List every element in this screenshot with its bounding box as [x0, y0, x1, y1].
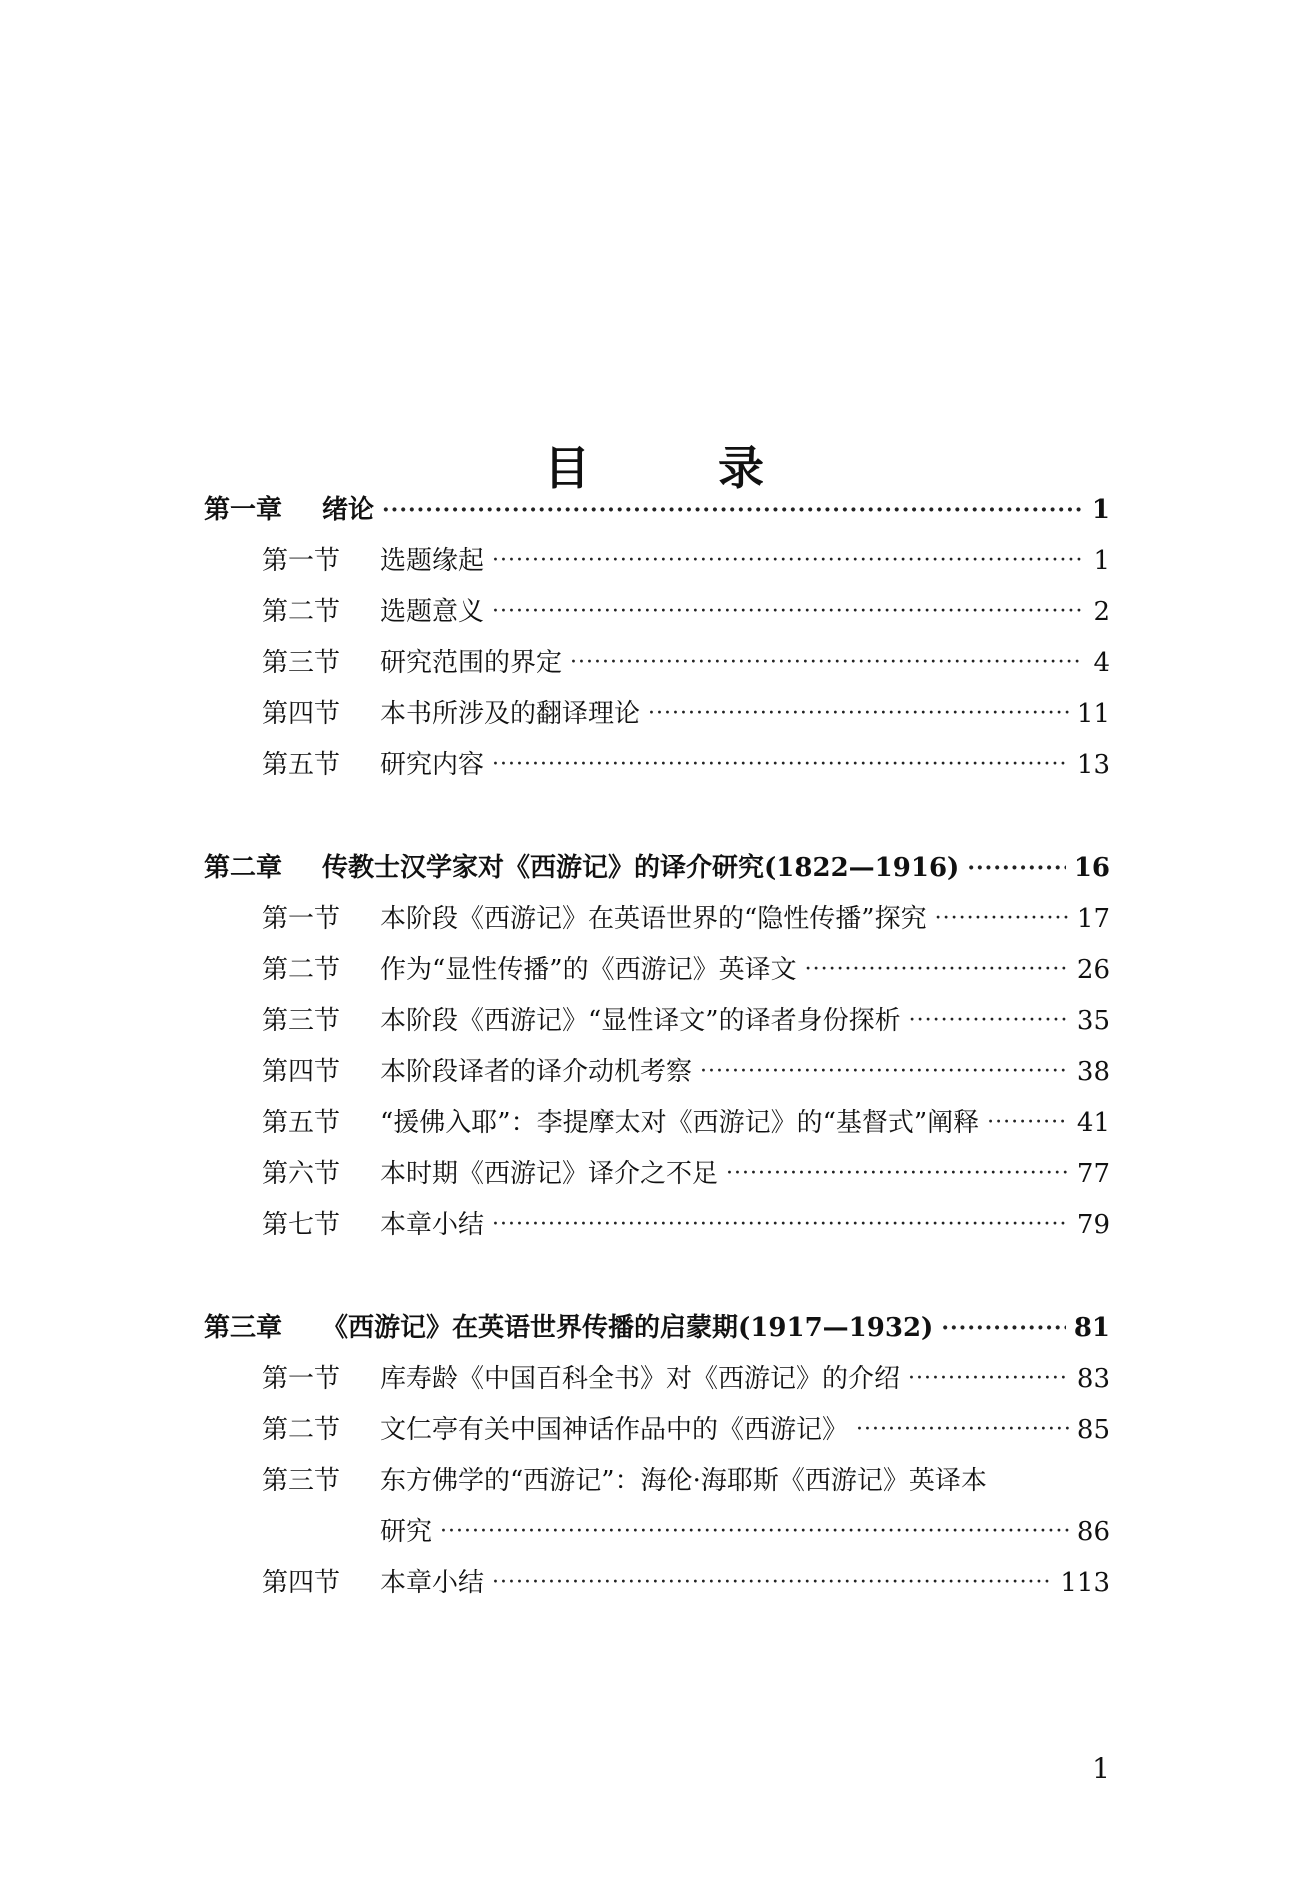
leader-dots: [909, 1001, 1069, 1041]
toc-section[interactable]: [0, 1359, 1308, 1399]
leader-dots: [648, 694, 1069, 734]
toc-chapter-2[interactable]: [0, 848, 1308, 888]
toc-section[interactable]: [0, 899, 1308, 939]
page-number: 1: [1092, 1752, 1110, 1785]
toc-number: 第二节: [262, 955, 341, 985]
toc-number: 第一章: [204, 495, 283, 525]
toc-text: 本时期《西游记》译介之不足: [380, 1159, 719, 1189]
toc-number: 第五节: [262, 1108, 341, 1138]
leader-dots: [492, 1563, 1052, 1603]
toc-page: 13: [1076, 750, 1110, 780]
leader-dots: [856, 1410, 1069, 1450]
toc-section[interactable]: [0, 541, 1308, 581]
leader-dots: [440, 1512, 1069, 1552]
toc-section-multiline[interactable]: [262, 1461, 987, 1501]
leader-dots: [935, 899, 1069, 939]
toc-number: 第三节: [262, 1466, 341, 1496]
toc-number: 第二节: [262, 597, 341, 627]
toc-text: 本书所涉及的翻译理论: [380, 699, 641, 729]
leader-dots: [941, 1308, 1065, 1348]
toc-section[interactable]: [0, 643, 1308, 683]
toc-text: 绪论: [322, 495, 375, 525]
toc-text: 本阶段《西游记》在英语世界的“隐性传播”探究: [380, 904, 927, 934]
toc-page: 83: [1076, 1364, 1110, 1394]
toc-page: 1: [1091, 495, 1110, 525]
toc-text: 本阶段《西游记》“显性译文”的译者身份探析: [380, 1006, 901, 1036]
toc-page: 4: [1093, 648, 1110, 678]
toc-number: 第一节: [262, 546, 341, 576]
toc-text: 选题缘起: [380, 546, 485, 576]
toc-number: 第一节: [262, 1364, 341, 1394]
leader-dots: [492, 745, 1069, 785]
toc-section[interactable]: [0, 1052, 1308, 1092]
toc-text: 本章小结: [380, 1568, 485, 1598]
toc-section[interactable]: [0, 1410, 1308, 1450]
toc-number: 第一节: [262, 904, 341, 934]
toc-section[interactable]: [0, 592, 1308, 632]
toc-page: 81: [1073, 1313, 1110, 1343]
toc-page: 79: [1076, 1210, 1110, 1240]
toc-number: 第二节: [262, 1415, 341, 1445]
toc-number: 第七节: [262, 1210, 341, 1240]
toc-number: 第四节: [262, 699, 341, 729]
toc-text: 作为“显性传播”的《西游记》英译文: [380, 955, 797, 985]
toc-page: 35: [1076, 1006, 1110, 1036]
toc-text: 《西游记》在英语世界传播的启蒙期(1917—1932): [322, 1313, 934, 1343]
leader-dots: [492, 592, 1082, 632]
toc-text-continued: 研究: [380, 1517, 433, 1547]
toc-number: 第二章: [204, 853, 283, 883]
toc-text: 东方佛学的“西游记”：海伦·海耶斯《西游记》英译本: [380, 1466, 987, 1496]
toc-text: 研究内容: [380, 750, 485, 780]
toc-page: 2: [1093, 597, 1110, 627]
title-char-1: 目: [544, 441, 590, 495]
leader-dots: [908, 1359, 1069, 1399]
toc-section-continuation[interactable]: [0, 1512, 1308, 1552]
toc-section[interactable]: [0, 745, 1308, 785]
title-char-2: 录: [718, 441, 764, 495]
toc-page: 17: [1076, 904, 1110, 934]
toc-text: 本阶段译者的译介动机考察: [380, 1057, 693, 1087]
leader-dots: [492, 1205, 1069, 1245]
toc-number: 第五节: [262, 750, 341, 780]
toc-page: 38: [1076, 1057, 1110, 1087]
toc-page: 26: [1076, 955, 1110, 985]
toc-chapter-3[interactable]: [0, 1308, 1308, 1348]
toc-text: 研究范围的界定: [380, 648, 563, 678]
toc-text: “援佛入耶”：李提摩太对《西游记》的“基督式”阐释: [380, 1108, 980, 1138]
toc-text: 选题意义: [380, 597, 485, 627]
toc-section[interactable]: [0, 950, 1308, 990]
toc-section[interactable]: [0, 1103, 1308, 1143]
leader-dots: [492, 541, 1082, 581]
leader-dots: [726, 1154, 1069, 1194]
toc-page: 11: [1076, 699, 1110, 729]
toc-page: 16: [1073, 853, 1110, 883]
toc-number: 第四节: [262, 1057, 341, 1087]
leader-dots: [987, 1103, 1069, 1143]
toc-number: 第三节: [262, 1006, 341, 1036]
toc-text: 文仁亭有关中国神话作品中的《西游记》: [380, 1415, 849, 1445]
toc-text: 本章小结: [380, 1210, 485, 1240]
toc-number: 第三章: [204, 1313, 283, 1343]
toc-page: 85: [1076, 1415, 1110, 1445]
leader-dots: [700, 1052, 1069, 1092]
page-title: [0, 432, 1308, 498]
toc-chapter-1[interactable]: [0, 490, 1308, 530]
leader-dots: [805, 950, 1069, 990]
toc-section[interactable]: [0, 1563, 1308, 1603]
toc-section[interactable]: [0, 694, 1308, 734]
toc-text: 库寿龄《中国百科全书》对《西游记》的介绍: [380, 1364, 901, 1394]
toc-section[interactable]: [0, 1154, 1308, 1194]
toc-page: 113: [1060, 1568, 1110, 1598]
toc-number: 第四节: [262, 1568, 341, 1598]
toc-text: 传教士汉学家对《西游记》的译介研究(1822—1916): [322, 853, 960, 883]
leader-dots: [570, 643, 1082, 683]
toc-section[interactable]: [0, 1205, 1308, 1245]
toc-page: 77: [1076, 1159, 1110, 1189]
toc-number: 第三节: [262, 648, 341, 678]
leader-dots: [967, 848, 1065, 888]
toc-number: 第六节: [262, 1159, 341, 1189]
leader-dots: [382, 490, 1082, 530]
toc-page: 41: [1076, 1108, 1110, 1138]
toc-page: 1: [1093, 546, 1110, 576]
toc-page: 86: [1076, 1517, 1110, 1547]
toc-section[interactable]: [0, 1001, 1308, 1041]
